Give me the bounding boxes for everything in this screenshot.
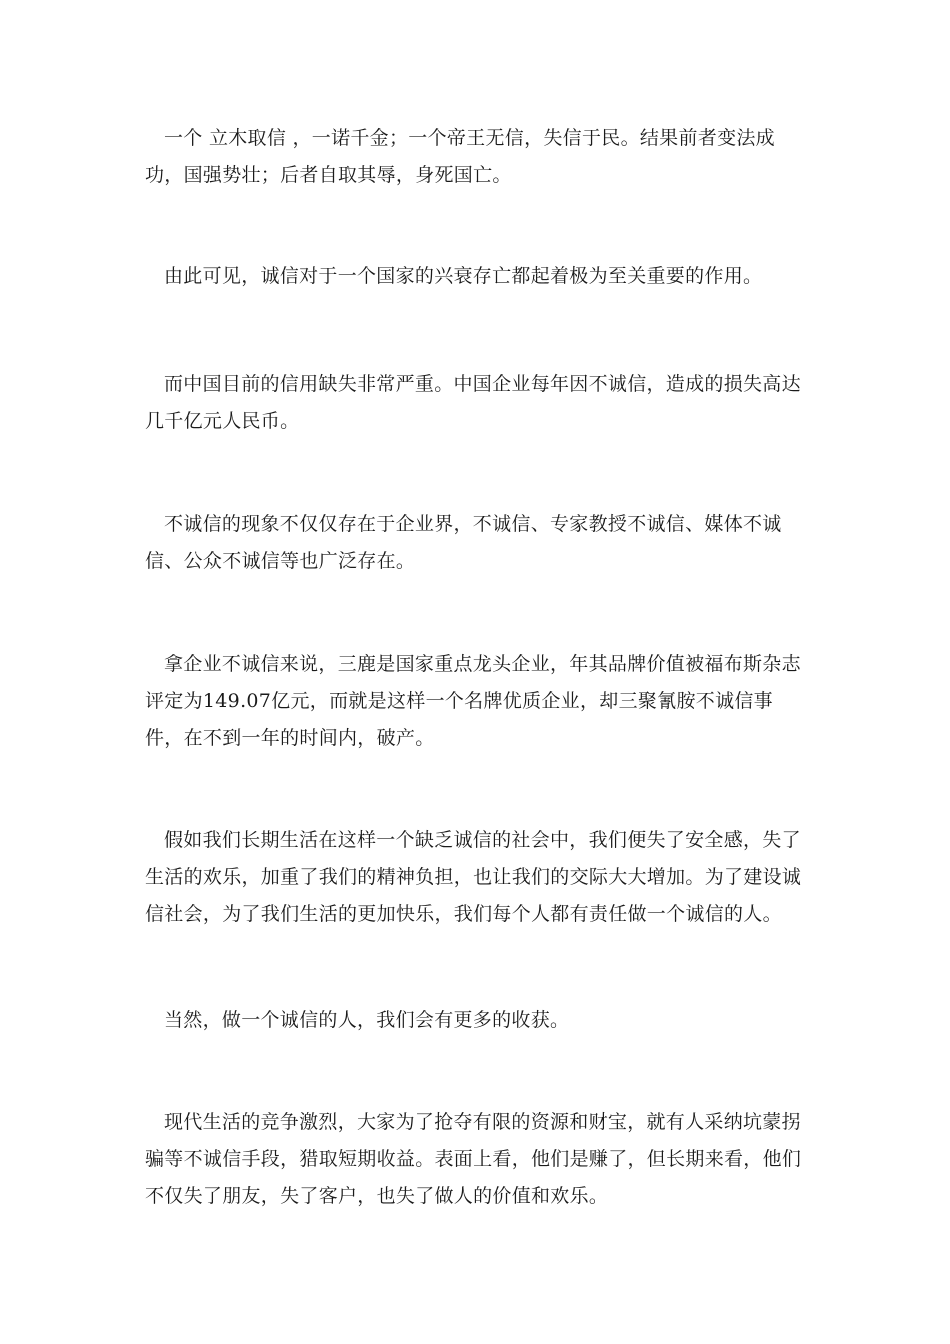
paragraph-2: 由此可见，诚信对于一个国家的兴衰存亡都起着极为至关重要的作用。 <box>164 265 763 287</box>
paragraph-1: 一个 立木取信 ，一诺千金；一个帝王无信，失信于民。结果前者变法成功，国强势壮；后者自取其辱，身死国亡。 <box>145 127 775 186</box>
paragraph-7: 当然，做一个诚信的人，我们会有更多的收获。 <box>164 1009 570 1031</box>
paragraph-4: 不诚信的现象不仅仅存在于企业界，不诚信、专家教授不诚信、媒体不诚信、公众不诚信等也广泛存在。 <box>145 513 782 572</box>
paragraph-3: 而中国目前的信用缺失非常严重。中国企业每年因不诚信，造成的损失高达几千亿元人民币。 <box>145 373 801 432</box>
paragraph-5: 拿企业不诚信来说，三鹿是国家重点龙头企业，年其品牌价值被福布斯杂志评定为149.07亿元，而就是这样一个名牌优质企业，却三聚氰胺不诚信事件，在不到一年的时间内，破产。 <box>145 653 801 749</box>
paragraph-6: 假如我们长期生活在这样一个缺乏诚信的社会中，我们便失了安全感，失了生活的欢乐，加重了我们的精神负担，也让我们的交际大大增加。为了建设诚信社会，为了我们生活的更加快乐，我们每个人都有责任做一个诚信的人。 <box>145 829 802 925</box>
paragraph-8: 现代生活的竞争激烈，大家为了抢夺有限的资源和财宝，就有人采纳坑蒙拐骗等不诚信手段，猎取短期收益。表面上看，他们是赚了，但长期来看，他们不仅失了朋友，失了客户，也失了做人的价值和欢乐。 <box>145 1111 802 1207</box>
